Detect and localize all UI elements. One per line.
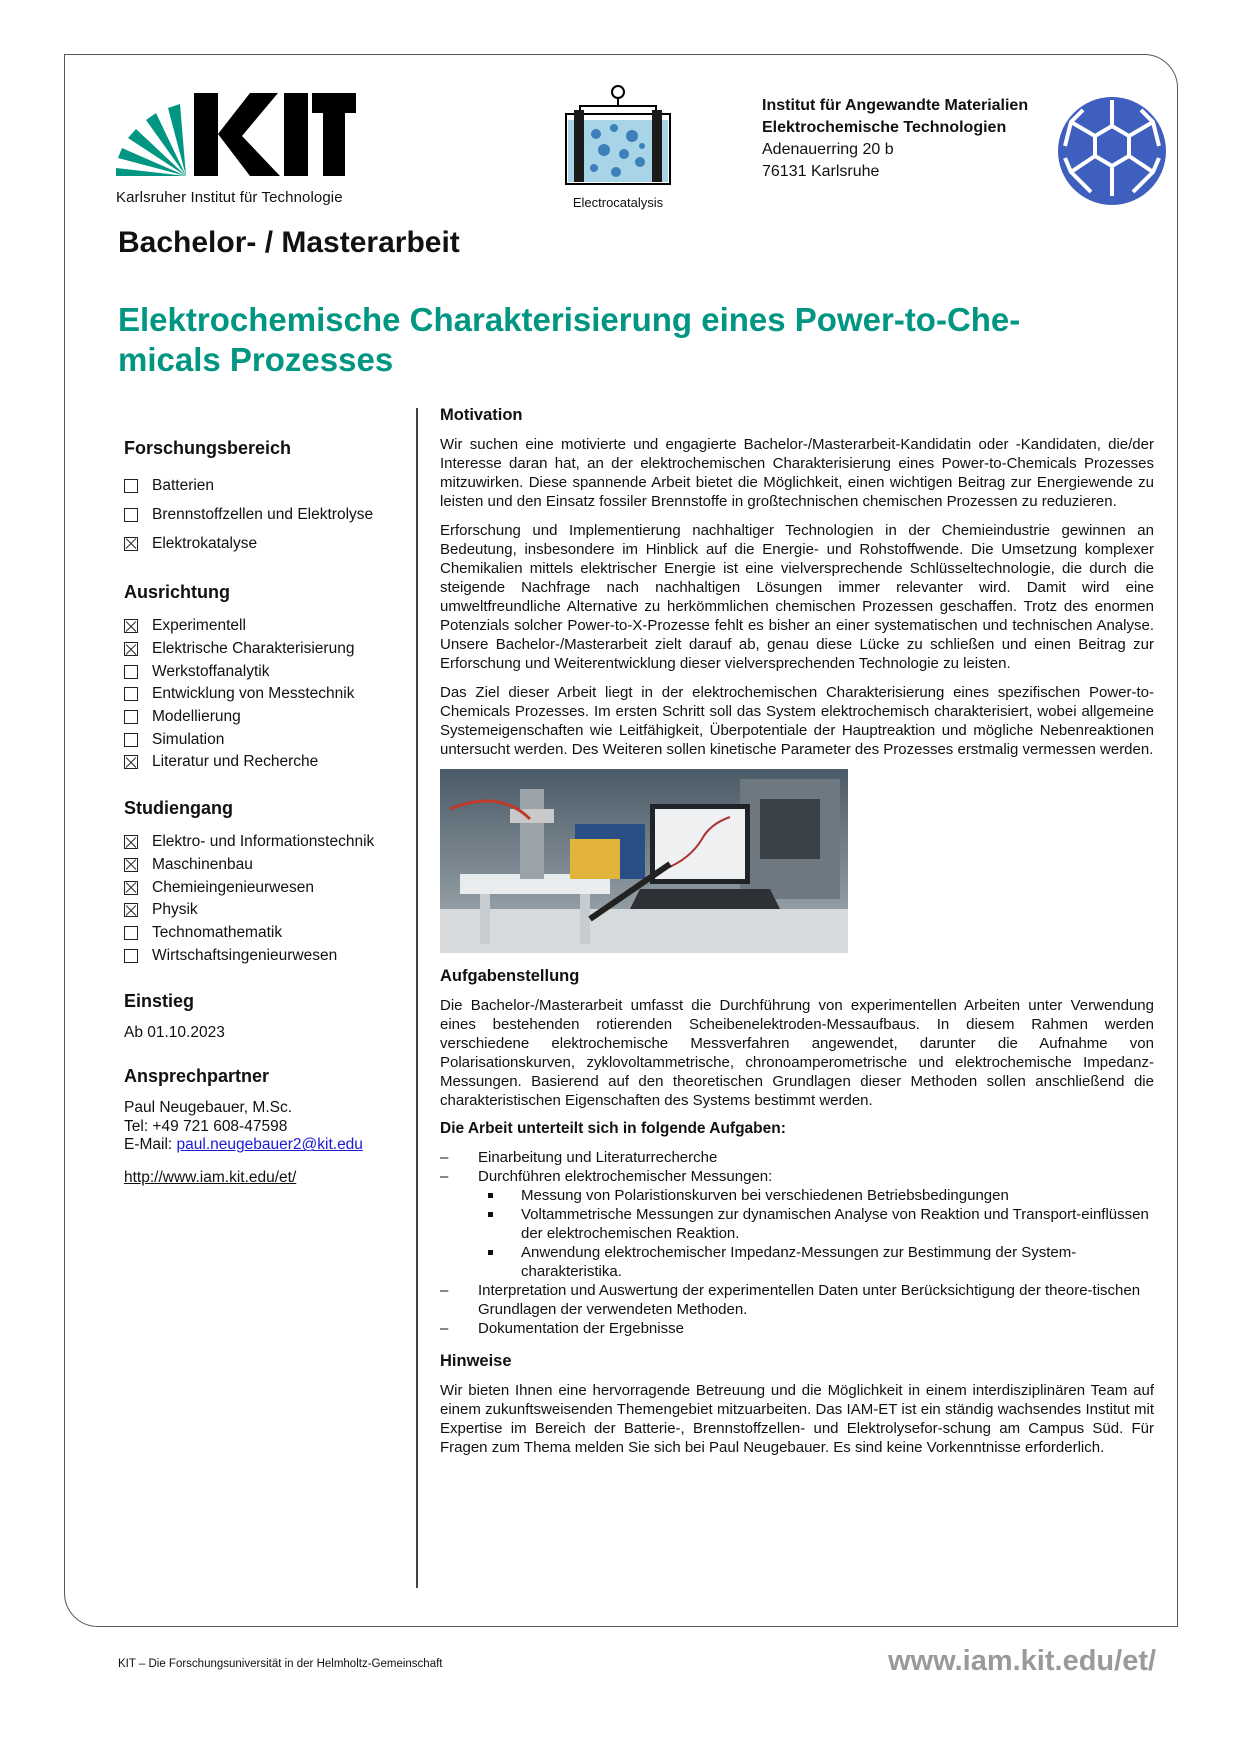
sub-list-item: Messung von Polaristionskurven bei verschiedenen Betriebsbedingungen bbox=[478, 1186, 1154, 1205]
checkbox-empty-icon bbox=[124, 479, 138, 493]
list-item-text: Durchführen elektrochemischer Messungen: bbox=[478, 1168, 773, 1185]
checkbox-empty-icon bbox=[124, 710, 138, 724]
electrocatalysis-label: Electrocatalysis bbox=[572, 195, 664, 210]
motivation-paragraph: Erforschung und Implementierung nachhaltiger Technologien in der Chemieindustrie gewinnen an Bedeutung, insbesondere im Hinblick auf die Energie- und Rohstoffwende. Die Umsetzung komplexer Chemikalien mittels elektrischer Energie ist eine vielversprechende Schlüsseltechnologie, die durch die steigende Nachfrage nach nachhaltigen Lösungen immer relevanter wird. Damit wird eine umweltfreundliche Alternative zu herkömmlichen chemischen Prozessen geschaffen. Trotz des enormen Potenzials solcher Power-to-X-Prozesse fehlt es bisher an einer systematischen und technischen Analyse. Unsere Bachelor-/Masterarbeit zielt darauf ab, genau diese Lücke zu schließen und einen Beitrag zur Erforschung und Weiterentwicklung dieser vielversprechenden Technologie zu leisten. bbox=[440, 522, 1154, 672]
checkbox-checked-icon bbox=[124, 858, 138, 872]
kontakt-heading: Ansprechpartner bbox=[124, 1066, 270, 1087]
thesis-title: Elektrochemische Charakterisierung eines Power-to-Che-micals Prozesses bbox=[118, 301, 1021, 378]
hinweise-paragraph: Wir bieten Ihnen eine hervorragende Betreuung und die Möglichkeit in einem interdisziplinären Team auf einem zukunftsweisenden Themengebiet mitzuarbeiten. Das IAM-ET ist ein ständig wachsendes Institut mit Expertise im Bereich der Batterie-, Brennstoffzellen- und Elektrolysefor-schung am Campus Süd. Für Fragen zum Thema melden Sie sich bei Paul Neugebauer. Es sind keine Vorkenntnisse erforderlich. bbox=[440, 1382, 1154, 1456]
checkbox-checked-icon bbox=[124, 537, 138, 551]
checkbox-checked-icon bbox=[124, 903, 138, 917]
ausrichtung-heading: Ausrichtung bbox=[124, 582, 230, 602]
checkbox-empty-icon bbox=[124, 926, 138, 940]
checkbox-item[interactable] bbox=[124, 500, 414, 529]
column-divider bbox=[416, 408, 418, 1588]
section-forschungsbereich bbox=[124, 438, 414, 558]
kit-logo-icon bbox=[116, 90, 356, 176]
checkbox-empty-icon bbox=[124, 687, 138, 701]
checkbox-checked-icon bbox=[124, 835, 138, 849]
institute-seal bbox=[1057, 96, 1167, 206]
email-link[interactable]: paul.neugebauer2@kit.edu bbox=[176, 1136, 363, 1154]
hexagon-seal-icon bbox=[1057, 96, 1167, 206]
section-studiengang bbox=[124, 798, 414, 967]
footer-url[interactable]: www.iam.kit.edu/et/ bbox=[888, 1645, 1157, 1677]
checkbox-item[interactable] bbox=[124, 876, 414, 899]
contact-email-row bbox=[124, 1136, 414, 1155]
checkbox-label: Elektrische Charakterisierung bbox=[152, 640, 355, 658]
sidebar bbox=[124, 438, 414, 1211]
lab-setup-photo bbox=[440, 769, 848, 953]
checkbox-label: Technomathematik bbox=[152, 923, 283, 941]
hinweise-heading: Hinweise bbox=[440, 1352, 512, 1370]
tasks-heading: Die Arbeit unterteilt sich in folgende Aufgaben: bbox=[440, 1120, 786, 1137]
section-ausrichtung bbox=[124, 582, 414, 774]
institute-street: Adenauerring 20 b bbox=[762, 141, 894, 158]
checkbox-item[interactable] bbox=[124, 831, 414, 854]
checkbox-item[interactable] bbox=[124, 471, 414, 500]
sub-list-item: Anwendung elektrochemischer Impedanz-Messungen zur Bestimmung der System-charakteristika. bbox=[478, 1243, 1154, 1281]
checkbox-item[interactable] bbox=[124, 638, 414, 661]
checkbox-item[interactable] bbox=[124, 728, 414, 751]
section-kontakt bbox=[124, 1066, 414, 1187]
document-type: Bachelor- / Masterarbeit bbox=[118, 226, 460, 259]
checkbox-item[interactable] bbox=[124, 922, 414, 945]
electrolysis-cell-icon bbox=[560, 84, 676, 188]
checkbox-item[interactable] bbox=[124, 660, 414, 683]
checkbox-empty-icon bbox=[124, 665, 138, 679]
institute-address bbox=[762, 95, 1028, 183]
electrocatalysis-logo bbox=[560, 84, 676, 210]
main-content bbox=[440, 406, 1154, 1467]
checkbox-label: Batterien bbox=[152, 476, 215, 494]
checkbox-item[interactable] bbox=[124, 854, 414, 877]
motivation-heading: Motivation bbox=[440, 406, 523, 424]
checkbox-empty-icon bbox=[124, 733, 138, 747]
task-list bbox=[440, 1148, 1154, 1338]
checkbox-item[interactable] bbox=[124, 899, 414, 922]
list-item: – Einarbeitung und Literaturrecherche bbox=[440, 1148, 1154, 1167]
checkbox-item[interactable] bbox=[124, 944, 414, 967]
checkbox-empty-icon bbox=[124, 949, 138, 963]
checkbox-label: Simulation bbox=[152, 730, 225, 748]
checkbox-label: Werkstoffanalytik bbox=[152, 662, 270, 680]
checkbox-label: Chemieingenieurwesen bbox=[152, 878, 314, 896]
checkbox-label: Elektro- und Informationstechnik bbox=[152, 833, 375, 851]
checkbox-label: Wirtschaftsingenieurwesen bbox=[152, 946, 338, 964]
checkbox-label: Maschinenbau bbox=[152, 855, 253, 873]
checkbox-item[interactable] bbox=[124, 683, 414, 706]
contact-name: Paul Neugebauer, M.Sc. bbox=[124, 1099, 293, 1117]
checkbox-item[interactable] bbox=[124, 751, 414, 774]
checkbox-label: Physik bbox=[152, 901, 198, 919]
section-einstieg bbox=[124, 991, 414, 1043]
kit-logo bbox=[116, 90, 356, 206]
footer-tagline: KIT – Die Forschungsuniversität in der Helmholtz-Gemeinschaft bbox=[118, 1658, 443, 1670]
checkbox-checked-icon bbox=[124, 881, 138, 895]
checkbox-empty-icon bbox=[124, 508, 138, 522]
list-item: – Interpretation und Auswertung der experimentellen Daten unter Berücksichtigung der theore-tischen Grundlagen der verwendeten Methoden. bbox=[440, 1281, 1154, 1319]
checkbox-label: Elektrokatalyse bbox=[152, 534, 258, 552]
studiengang-heading: Studiengang bbox=[124, 797, 233, 818]
forschungsbereich-heading: Forschungsbereich bbox=[124, 438, 292, 458]
checkbox-label: Experimentell bbox=[152, 617, 246, 635]
start-date: Ab 01.10.2023 bbox=[124, 1023, 225, 1041]
checkbox-label: Entwicklung von Messtechnik bbox=[152, 685, 355, 703]
checkbox-label: Brennstoffzellen und Elektrolyse bbox=[152, 505, 374, 523]
aufgaben-paragraph: Die Bachelor-/Masterarbeit umfasst die Durchführung von experimentellen Arbeiten unter Verwendung eines bestehenden rotierenden Scheibenelektroden-Messaufbaus. In diesem Rahmen werden verschiedene elektrochemische Messverfahren angewendet, darunter die Aufnahme von Polarisationskurven, zyklovoltammetrische, chronoamperometrische und elektrochemische Impedanz-Messungen. Basierend auf den theoretischen Grundlagen dieser Methoden sollen anschließend die charakteristischen Eigenschaften des Systems bestimmt werden. bbox=[440, 997, 1154, 1109]
checkbox-checked-icon bbox=[124, 619, 138, 633]
institute-name: Institut für Angewandte Materialien bbox=[762, 97, 1029, 114]
institute-department: Elektrochemische Technologien bbox=[762, 119, 1007, 136]
checkbox-label: Literatur und Recherche bbox=[152, 753, 319, 771]
sub-list-item: Voltammetrische Messungen zur dynamischen Analyse von Reaktion und Transport-einflüssen der elektrochemischen Reaktion. bbox=[478, 1205, 1154, 1243]
einstieg-heading: Einstieg bbox=[124, 990, 195, 1011]
checkbox-checked-icon bbox=[124, 642, 138, 656]
contact-phone: Tel: +49 721 608-47598 bbox=[124, 1117, 288, 1135]
kit-subtitle: Karlsruher Institut für Technologie bbox=[116, 189, 343, 206]
sub-task-list bbox=[478, 1186, 1154, 1281]
checkbox-label: Modellierung bbox=[152, 708, 241, 726]
checkbox-item[interactable] bbox=[124, 706, 414, 729]
list-item bbox=[440, 1167, 1154, 1281]
checkbox-checked-icon bbox=[124, 755, 138, 769]
email-prefix: E-Mail: bbox=[124, 1136, 177, 1154]
motivation-paragraph: Das Ziel dieser Arbeit liegt in der elektrochemischen Charakterisierung eines spezifischen Power-to-Chemicals Prozesses. Im ersten Schritt soll das System elektrochemisch charakterisiert, wobei allgemeine Systemeigenschaften wie Leitfähigkeit, Überpotentiale der Hauptreaktion und mögliche Nebenreaktionen untersucht werden. Des Weiteren sollen kinetische Parameter des Prozesses erstmalig vermessen werden. bbox=[440, 684, 1154, 758]
aufgaben-heading: Aufgabenstellung bbox=[440, 967, 580, 985]
checkbox-item[interactable] bbox=[124, 529, 414, 558]
website-link[interactable]: http://www.iam.kit.edu/et/ bbox=[124, 1168, 297, 1186]
motivation-paragraph: Wir suchen eine motivierte und engagierte Bachelor-/Masterarbeit-Kandidatin oder -Kandidaten, die/der Interesse daran hat, an der elektrochemischen Charakterisierung eines Power-to-Chemicals Prozesses mitzuwirken. Diese spannende Arbeit bietet die Möglichkeit, einen wichtigen Beitrag zur Energiewende zu leisten und den Einsatz fossiler Brennstoffe in großtechnischen chemischen Prozessen zu reduzieren. bbox=[440, 436, 1154, 510]
checkbox-item[interactable] bbox=[124, 615, 414, 638]
list-item: – Dokumentation der Ergebnisse bbox=[440, 1319, 1154, 1338]
institute-city: 76131 Karlsruhe bbox=[762, 163, 880, 180]
